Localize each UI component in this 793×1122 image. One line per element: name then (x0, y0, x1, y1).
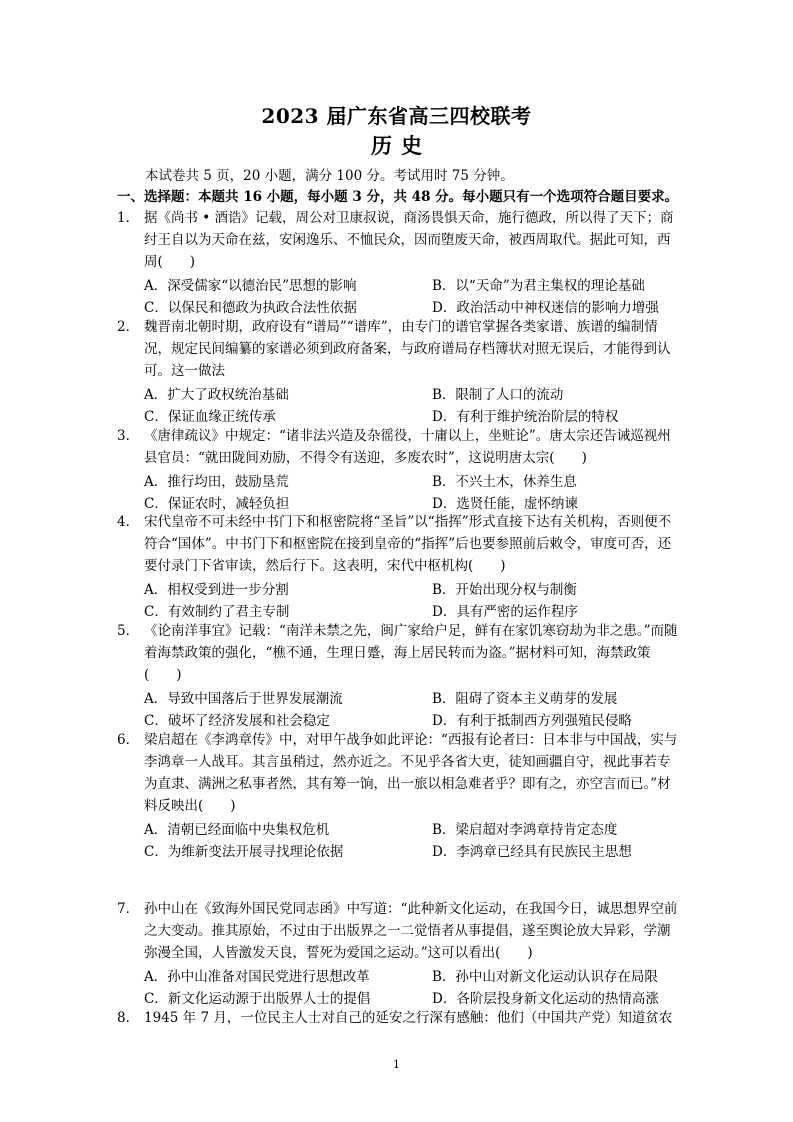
question-stem (117, 511, 682, 577)
question-number: 5． (117, 623, 140, 639)
option-d: D．政治活动中神权迷信的影响力增强 (432, 300, 659, 316)
question-stem (117, 425, 682, 469)
option-b: B．不兴土木，休养生息 (432, 474, 577, 490)
question-number: 6． (117, 732, 140, 748)
page-number: 1 (393, 1058, 400, 1071)
option-a: A．扩大了政权统治基础 (144, 387, 289, 403)
question-stem (117, 729, 682, 817)
option-c: C．以保民和德政为执政合法性依据 (144, 300, 357, 316)
subject-char-2: 史 (401, 133, 422, 158)
option-c: C．为维新变法开展寻找理论依据 (144, 844, 344, 860)
question-4 (117, 511, 682, 623)
option-d: D．李鸿章已经具有民族民主思想 (432, 844, 632, 860)
option-b: B．梁启超对李鸿章持肯定态度 (432, 822, 618, 838)
option-d: D．具有严密的运作程序 (432, 604, 578, 620)
question-number: 3． (117, 428, 140, 444)
question-text: 《论南洋事宜》记载：“南洋未禁之先，闽广家给户足，鲜有在家饥寒窃劫为非之患。”而随着海禁政策的强化，“樵不通，生理日蹙，海上居民转而为盗。”据材料可知，海禁政策( ) (144, 623, 678, 683)
subject-char-1: 历 (371, 133, 392, 158)
option-c: C．有效制约了君主专制 (144, 604, 290, 620)
option-b: B．阻碍了资本主义萌芽的发展 (432, 691, 618, 707)
option-c: C．保证血缘正统传承 (144, 409, 276, 425)
option-d: D．各阶层投身新文化运动的热情高涨 (432, 991, 659, 1007)
option-a: A．推行均田，鼓励垦荒 (144, 474, 289, 490)
option-d: D．选贤任能，虚怀纳谏 (432, 496, 578, 512)
option-c: C．新文化运动源于出版界人士的提倡 (144, 991, 371, 1007)
question-stem (117, 1007, 682, 1029)
question-number: 8． (117, 1010, 140, 1026)
option-b: B．限制了人口的流动 (432, 387, 564, 403)
option-a: A．导致中国落后于世界发展潮流 (144, 691, 343, 707)
option-b: B．以“天命”为君主集权的理论基础 (432, 278, 645, 294)
section-heading: 一、选择题：本题共 16 小题，每小题 3 分，共 48 分。每小题只有一个选项符合题目要求。 (117, 189, 679, 205)
question-text: 宋代皇帝不可未经中书门下和枢密院将“圣旨”以“指挥”形式直接下达有关机构，否则便不符合“国体”。中书门下和枢密院在接到皇帝的“指挥”后也要参照前后敕令，审度可否，还要付录门下省审读，然后行下。这表明，宋代中枢机构( ) (144, 514, 672, 574)
question-number: 4． (117, 514, 140, 530)
question-8 (117, 1007, 682, 1029)
question-7 (117, 898, 682, 1010)
question-stem (117, 898, 682, 964)
question-number: 7． (117, 901, 140, 917)
question-text: 孙中山在《致海外国民党同志函》中写道：“此种新文化运动，在我国今日，诚思想界空前之大变动。推其原始，不过由于出版界之一二觉悟者从事提倡，遂至舆论放大异彩，学潮弥漫全国，人皆激发天良，誓死为爱国之运动。”这可以看出( ) (144, 901, 678, 961)
question-5 (117, 620, 682, 732)
option-b: B．孙中山对新文化运动认识存在局限 (432, 969, 658, 985)
question-stem (117, 207, 682, 273)
question-text: 《唐律疏议》中规定：“诸非法兴造及杂徭役，十庸以上，坐赃论”。唐太宗还告诫巡视州县官员：“就田陇间劝励，不得令有送迎，多废农时”，这说明唐太宗( ) (144, 428, 671, 466)
option-b: B．开始出现分权与制衡 (432, 582, 577, 598)
question-2 (117, 316, 682, 428)
option-c: C．破坏了经济发展和社会稳定 (144, 713, 330, 729)
option-a: A．相权受到进一步分割 (144, 582, 289, 598)
question-text: 1945 年 7 月，一位民主人士对自己的延安之行深有感触：他们（中国共产党）知道贫农 (144, 1010, 673, 1026)
subject-title (0, 130, 793, 160)
option-d: D．有利于维护统治阶层的特权 (432, 409, 619, 425)
option-c: C．保证农时，减轻负担 (144, 496, 290, 512)
option-d: D．有利于抵制西方列强殖民侵略 (432, 713, 632, 729)
question-stem (117, 620, 682, 686)
question-6 (117, 729, 682, 863)
question-text: 魏晋南北朝时期，政府设有“谱局”“谱库”，由专门的谱官掌握各类家谱、族谱的编制情况，规定民间编纂的家谱必须到政府备案，与政府谱局存档簿状对照无误后，才能得到认可。这一做法 (144, 319, 671, 379)
exam-intro: 本试卷共 5 页，20 小题，满分 100 分。考试用时 75 分钟。 (145, 168, 514, 184)
exam-title: 2023 届广东省高三四校联考 (261, 104, 532, 128)
question-number: 2． (117, 319, 140, 335)
question-text: 据《尚书 • 酒诰》记载，周公对卫康叔说，商汤畏惧天命，施行德政，所以得了天下；商纣王自以为天命在兹，安闲逸乐、不恤民众，因而堕废天命，被西周取代。据此可知，西周( ) (144, 210, 674, 270)
question-text: 梁启超在《李鸿章传》中，对甲午战争如此评论：“西报有论者曰：日本非与中国战，实与李鸿章一人战耳。其言虽稍过，然亦近之。不见乎各省大吏，徒知画疆自守，视此事若专为直隶、满洲之私事者然，其有筹一饷，出一旅以相急难者乎？即有之，亦空言而已。”材料反映出( ) (144, 732, 678, 814)
option-a: A．清朝已经面临中央集权危机 (144, 822, 330, 838)
option-a: A．孙中山准备对国民党进行思想改革 (144, 969, 370, 985)
option-a: A．深受儒家“以德治民”思想的影响 (144, 278, 357, 294)
question-number: 1． (117, 210, 140, 226)
question-1 (117, 207, 682, 319)
question-3 (117, 425, 682, 515)
question-stem (117, 316, 682, 382)
